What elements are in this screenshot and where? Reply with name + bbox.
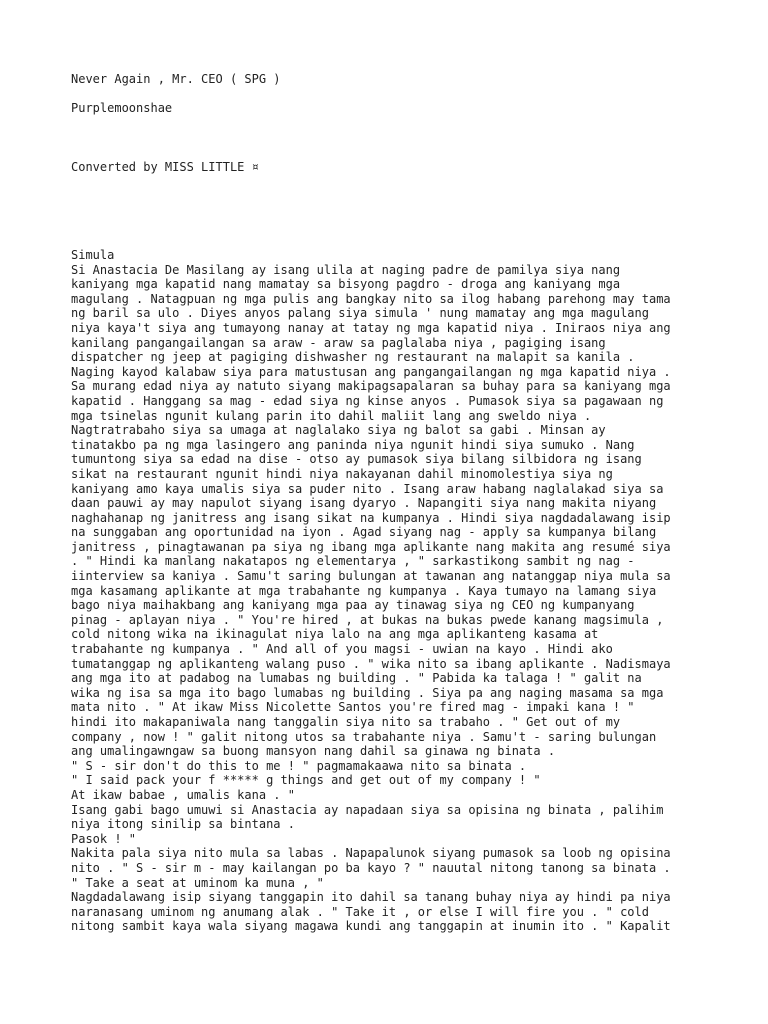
body-line: iinterview sa kaniya . Samu't saring bulungan at tawanan ang natanggap niya mula sa [71, 569, 671, 584]
body-line: na sunggaban ang oportunidad na iyon . Agad siyang nag - apply sa kumpanya bilang [71, 525, 657, 540]
body-line: niya kaya't siya ang tumayong nanay at tatay ng mga kapatid niya . Iniraos niya ang [71, 320, 671, 335]
body-line: dispatcher ng jeep at pagiging dishwasher ng restaurant na malapit sa kanila . [71, 350, 635, 365]
section-heading: Simula [71, 248, 115, 262]
body-line: kaniyang amo kaya umalis siya sa puder nito . Isang araw habang naglalakad siya sa [71, 481, 664, 496]
body-line: tumuntong siya sa edad na dise - otso ay pumasok siya bilang silbidora ng isang [71, 452, 642, 467]
body-line: magulang . Natagpuan ng mga pulis ang bangkay nito sa ilog habang parehong may tama [71, 291, 671, 306]
body-line: wika ng isa sa mga ito bago lumabas ng building . Siya pa ang naging masama sa mga [71, 685, 664, 700]
body-line: hindi ito makapaniwala nang tanggalin siya nito sa trabaho . " Get out of my [71, 715, 621, 729]
body-line: kanilang pangangailangan sa araw - araw sa paglalaba niya , pagiging isang [71, 335, 606, 350]
document-body [71, 248, 761, 934]
body-line: company , now ! " galit nitong utos sa trabahante niya . Samu't - saring bulungan [71, 729, 657, 744]
body-line: daan pauwi ay may napulot siyang isang dyaryo . Napangiti siya nang makita niyang [71, 496, 657, 511]
body-line: bago niya maihakbang ang kaniyang mga paa ay tinawag siya ng CEO ng kumpanyang [71, 598, 635, 613]
body-line: mga tsinelas ngunit kulang parin ito dahil maliit lang ang sweldo niya . [71, 408, 592, 423]
body-line: Si Anastacia De Masilang ay isang ulila at naging padre de pamilya siya nang [71, 262, 621, 277]
converted-by-line: Converted by MISS LITTLE ¤ [71, 160, 259, 174]
body-line: Nagtratrabaho siya sa umaga at naglalako siya ng balot sa gabi . Minsan ay [71, 423, 606, 438]
body-line: nito . " S - sir m - may kailangan po ba kayo ? " nauutal nitong tanong sa binata . [71, 860, 671, 875]
body-line: sikat na restaurant ngunit hindi niya nakayanan dahil minomolestiya siya ng [71, 466, 613, 481]
body-line: kapatid . Hanggang sa mag - edad siya ng kinse anyos . Pumasok siya sa pagawaan ng [71, 393, 664, 408]
body-line: Pasok ! " [71, 831, 137, 846]
body-line: " Take a seat at uminom ka muna , " [71, 875, 324, 890]
body-line: " I said pack your f ***** g things and get out of my company ! " [71, 773, 541, 788]
body-line: mata nito . " At ikaw Miss Nicolette Santos you're fired mag - impaki kana ! " [71, 700, 635, 715]
body-line: pinag - aplayan niya . " You're hired , at bukas na bukas pwede kanang magsimula , [71, 612, 664, 627]
body-line: trabahante ng kumpanya . " And all of you magsi - uwian na kayo . Hindi ako [71, 642, 613, 657]
body-line: cold nitong wika na ikinagulat niya lalo na ang mga aplikanteng kasama at [71, 627, 599, 642]
document-author: Purplemoonshae [71, 101, 173, 115]
body-line: Sa murang edad niya ay natuto siyang makipagsapalaran sa buhay para sa kaniyang mga [71, 379, 671, 394]
body-line: ang mga ito at padabog na lumabas ng building . " Pabida ka talaga ! " galit na [71, 671, 642, 686]
body-line: ng baril sa ulo . Diyes anyos palang siya simula ' nung mamatay ang mga magulang [71, 306, 649, 321]
body-line: Nagdadalawang isip siyang tanggapin ito dahil sa tanang buhay niya ay hindi pa niya [71, 890, 671, 905]
body-line: Naging kayod kalabaw siya para matustusan ang pangangailangan ng mga kapatid niya . [71, 364, 671, 379]
body-line: tinatakbo pa ng mga lasingero ang paninda niya ngunit hindi siya sumuko . Nang [71, 437, 635, 452]
body-line: niya itong sinilip sa bintana . [71, 817, 295, 832]
body-line: . " Hindi ka manlang nakatapos ng elementarya , " sarkastikong sambit ng nag - [71, 554, 635, 569]
body-line: " S - sir don't do this to me ! " pagmamakaawa nito sa binata . [71, 758, 527, 773]
body-line: ang umalingawngaw sa buong mansyon nang dahil sa ginawa ng binata . [71, 744, 556, 759]
body-line: naghahanap ng janitress ang isang sikat na kumpanya . Hindi siya nagdadalawang isip [71, 510, 671, 525]
body-line: kaniyang mga kapatid nang mamatay sa bisyong pagdro - droga ang kaniyang mga [71, 277, 621, 292]
body-line: mga kasamang aplikante at mga trabahante ng kumpanya . Kaya tumayo na lamang siya [71, 583, 657, 598]
document-title: Never Again , Mr. CEO ( SPG ) [71, 72, 281, 86]
body-line: Nakita pala siya nito mula sa labas . Napapalunok siyang pumasok sa loob ng opisina [71, 846, 671, 861]
body-line: At ikaw babae , umalis kana . " [71, 787, 295, 802]
body-line: janitress , pinagtawanan pa siya ng ibang mga aplikante nang makita ang resumé siya [71, 539, 671, 554]
body-line: nitong sambit kaya wala siyang magawa kundi ang tanggapin at inumin ito . " Kapalit [71, 919, 671, 934]
body-line: tumatanggap ng aplikanteng walang puso . " wika nito sa ibang aplikante . Nadismaya [71, 656, 671, 671]
body-line: Isang gabi bago umuwi si Anastacia ay napadaan siya sa opisina ng binata , palihim [71, 802, 664, 817]
body-line: naranasang uminom ng anumang alak . " Take it , or else I will fire you . " cold [71, 904, 649, 919]
